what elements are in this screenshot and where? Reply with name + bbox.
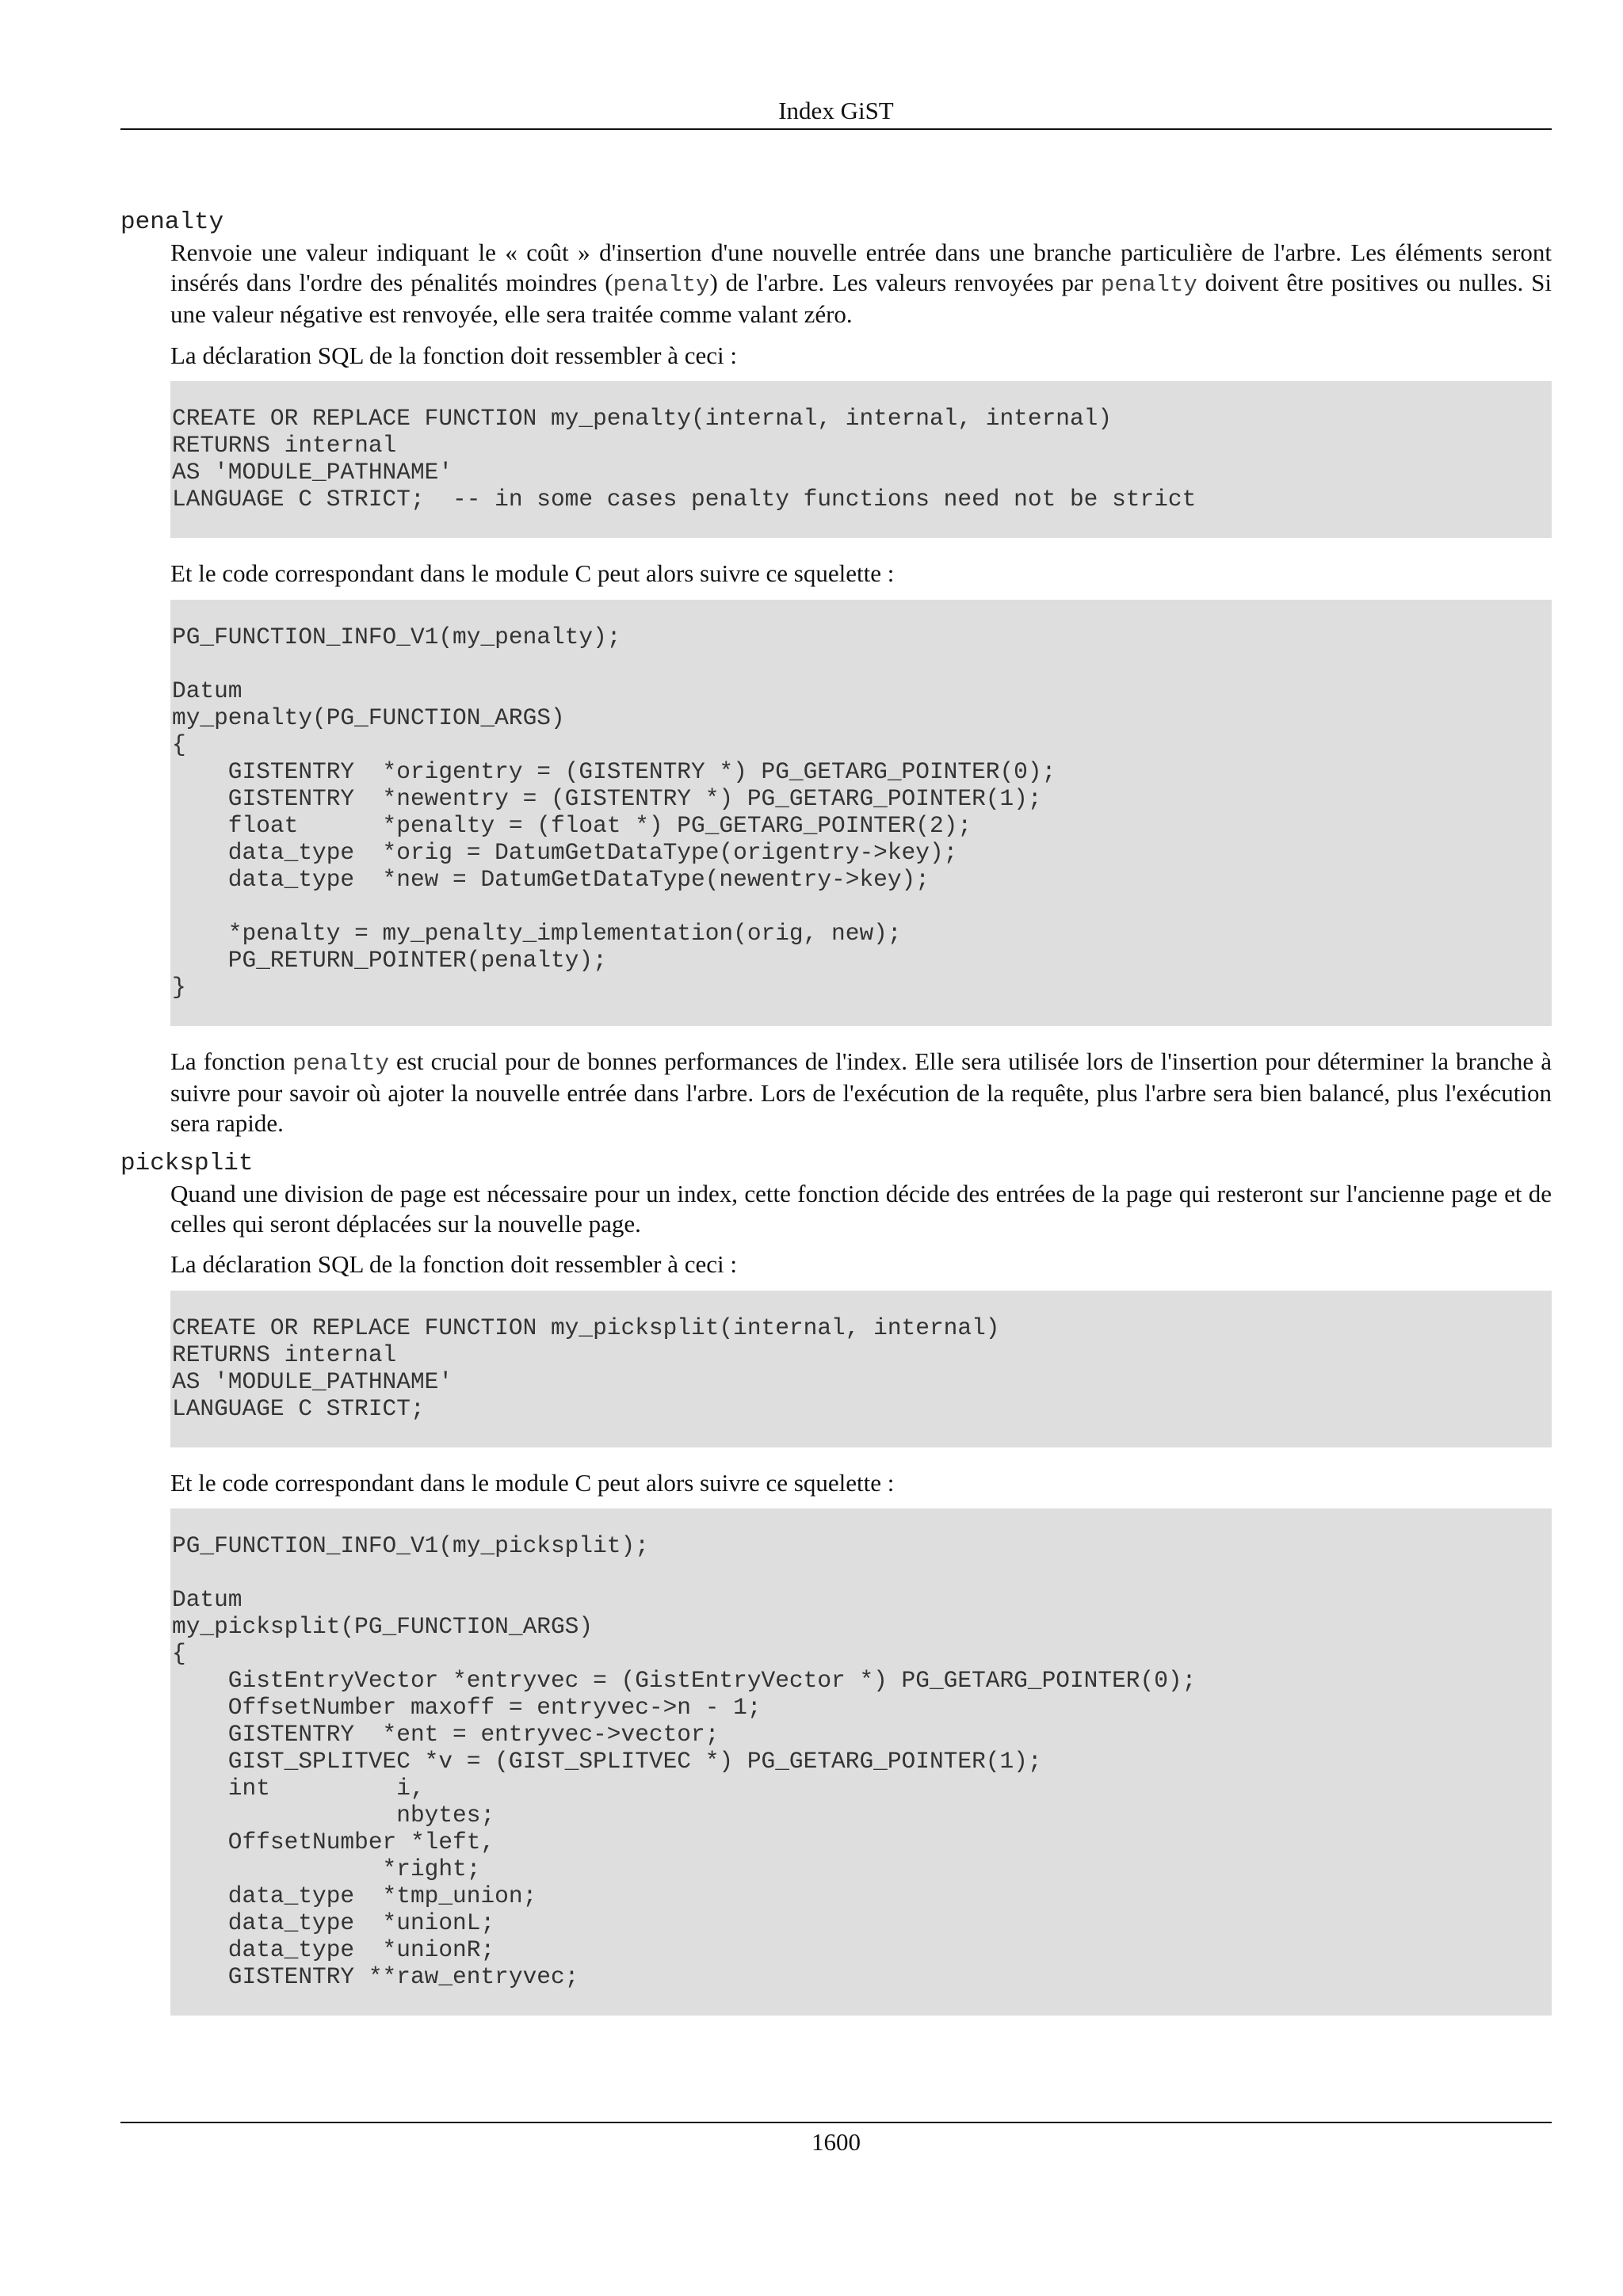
- picksplit-sql-code-block: CREATE OR REPLACE FUNCTION my_picksplit(internal, internal) RETURNS internal AS 'MODULE_PATHNAME' LANGUAGE C STRICT;: [170, 1291, 1552, 1447]
- inline-code-penalty: penalty: [613, 271, 710, 298]
- penalty-note: [170, 1047, 1552, 1138]
- picksplit-c-intro: Et le code correspondant dans le module C peut alors suivre ce squelette :: [170, 1468, 895, 1497]
- penalty-sql-code-block: CREATE OR REPLACE FUNCTION my_penalty(internal, internal, internal) RETURNS internal AS 'MODULE_PATHNAME' LANGUAGE C STRICT; -- in some cases penalty functions need not be strict: [170, 381, 1552, 538]
- penalty-desc-text-2: ) de l'arbre. Les valeurs renvoyées par: [709, 268, 1101, 296]
- term-picksplit: picksplit: [120, 1150, 254, 1177]
- penalty-desc-text-3: doivent être positives ou nulles. Si une valeur négative est renvoyée, elle sera traitée comme valant zéro.: [170, 268, 1552, 328]
- definition-picksplit: [170, 1179, 1552, 2016]
- running-header: [120, 93, 1552, 130]
- inline-code-penalty: penalty: [292, 1050, 389, 1077]
- penalty-sql-intro: La déclaration SQL de la fonction doit ressembler à ceci :: [170, 341, 738, 369]
- picksplit-description: Quand une division de page est nécessaire pour un index, cette fonction décide des entrées de la page qui resteront sur l'ancienne page et de celles qui seront déplacées sur la nouvelle page.: [170, 1180, 1552, 1238]
- page-footer: [120, 2122, 1552, 2161]
- term-penalty: penalty: [120, 208, 224, 236]
- page-number: 1600: [812, 2128, 861, 2156]
- header-title: Index GiST: [778, 97, 894, 124]
- definition-penalty: [170, 238, 1552, 1138]
- penalty-description: [170, 238, 1552, 330]
- page-content: [120, 208, 1552, 2036]
- penalty-note-text-1: La fonction: [170, 1047, 293, 1075]
- picksplit-sql-intro: La déclaration SQL de la fonction doit ressembler à ceci :: [170, 1250, 738, 1278]
- picksplit-c-code-block: PG_FUNCTION_INFO_V1(my_picksplit); Datum my_picksplit(PG_FUNCTION_ARGS) { GistEntryVector *entryvec = (GistEntryVector *) PG_GETARG_POINTER(0); OffsetNumber maxoff = entryvec->n - 1; GISTENTRY *ent = entryvec->vector; GIST_SPLITVEC *v = (GIST_SPLITVEC *) PG_GETARG_POINTER(1); int i, nbytes; OffsetNumber *left, *right; data_type *tmp_union; data_type *unionL; data_type *unionR; GISTENTRY **raw_entryvec;: [170, 1508, 1552, 2016]
- penalty-desc-text-1: Renvoie une valeur indiquant le « coût » d'insertion d'une nouvelle entrée dans une branche particulière de l'arbre. Les éléments seront insérés dans l'ordre des pénalités moindres (: [170, 238, 1552, 296]
- penalty-c-intro: Et le code correspondant dans le module C peut alors suivre ce squelette :: [170, 559, 895, 587]
- inline-code-penalty: penalty: [1100, 271, 1197, 298]
- penalty-c-code-block: PG_FUNCTION_INFO_V1(my_penalty); Datum my_penalty(PG_FUNCTION_ARGS) { GISTENTRY *origentry = (GISTENTRY *) PG_GETARG_POINTER(0); GISTENTRY *newentry = (GISTENTRY *) PG_GETARG_POINTER(1); float *penalty = (float *) PG_GETARG_POINTER(2); data_type *orig = DatumGetDataType(origentry->key); data_type *new = DatumGetDataType(newentry->key); *penalty = my_penalty_implementation(orig, new); PG_RETURN_POINTER(penalty); }: [170, 600, 1552, 1026]
- penalty-note-text-2: est crucial pour de bonnes performances de l'index. Elle sera utilisée lors de l'insertion pour déterminer la branche à suivre pour savoir où ajoter la nouvelle entrée dans l'arbre. Lors de l'exécution de la requête, plus l'arbre sera bien balancé, plus l'exécution sera rapide.: [170, 1047, 1552, 1137]
